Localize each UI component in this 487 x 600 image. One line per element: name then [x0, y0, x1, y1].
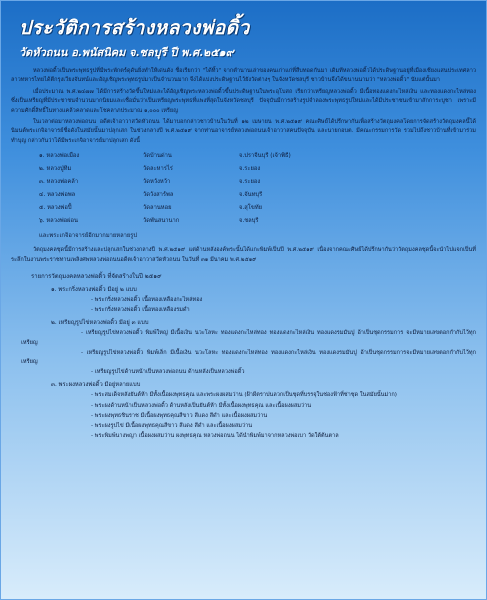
monk-temple: วัดบ้านด่าน: [143, 153, 172, 160]
monk-province: จ.ปราจีนบุรี (เจ้าพิธี): [239, 153, 291, 160]
intro-paragraph: เมื่อประมาณ พ.ศ.๒๔๗๗ ได้มีการสร้างวัดขึ้นใหม่และได้อัญเชิญพระหลวงพ่อดิ้วขึ้นประดิษฐานในพระอุโบสถ เรียกว่าเหรียญหลวงพ่อดิ้ว มีเนื้อทองแดงกะไหล่เงิน และทองแดงกะไหล่ทอง ซึ่งเป็นเหรียญที่มีประชาชนจำนวนมากนิยมและเชื่อมั่นว่าเป็นเหรียญพระพุทธที่แพงที่สุดในจังหวัดชลบุรี ปัจจุบันมีการสร้างรูปจำลองพระพุทธรูปใหม่และได้มีประชาชนเข้ามาสักการะบูชา เพราะมีความศักดิ์สิทธิ์ในทางแคล้วคลาดและโชคลาภประมาณ ๑,๐๐๐ เหรียญ: [11, 88, 476, 114]
monk-temple: วัดลานหอย: [143, 205, 172, 212]
monk-temple: วัดพันสนานาก: [143, 218, 180, 225]
intro-paragraph: ในเวลาต่อมาหลวงพ่อถนน อดีตเจ้าอาวาสวัดหัวถนน ได้มาบอกกล่าวชาวบ้านในวันที่ ๑๒ เมษายน พ.ศ.๒๕๑๙ คณะศิษย์ได้ปรึกษากันเพื่อสร้างวัตถุมงคลโดยการจัดสร้างวัตถุมงคลนี้ได้นิมนต์พระเกจิอาจารย์ชื่อดังในสมัยนั้นมาปลุกเสก ในช่วงกลางปี พ.ศ.๒๕๑๙ จากท่านอาจารย์หลวงพ่อถนนเจ้าอาวาสคนปัจจุบัน และนายกอบต. มีคณะกรรมการวัด รวมไปถึงชาวบ้านที่เข้ามาร่วมทำบุญ กล่าวกันว่าได้มีพระเกจิอาจารย์มาปลุกเสก ดังนี้: [11, 119, 476, 144]
intro-paragraph: หลวงพ่อดิ้วเป็นพระพุทธรูปที่มีพระพักตร์ดุดันยิ่งทำให้เด่นดัง ชื่อเรียกว่า "ได้ทิ้ว" จากตำนานเล่าของคนเก่าแก่ที่สืบทอดกันมา เดิมทีหลวงพ่อดิ้วได้ประดิษฐานอยู่ที่เมืองเชียงแสนประเทศลาว ลาวทหารไทยได้ตีกรุงเวียงจันทน์และอัญเชิญพระพุทธรูปมาเป็นจำนวนมาก จึงได้แบ่งประดิษฐานไว้ยังวัดต่างๆ ในจังหวัดชลบุรี ชาวบ้านจึงได้ขนานนามว่า "หลวงพ่อดิ้ว" นับแต่นั้นมา: [11, 68, 476, 84]
monk-row: [39, 176, 363, 189]
monk-list-table: [39, 150, 363, 228]
amulet-variant: - เหรียญรูปไข่ด้านหน้าเป็นหลวงพ่อถนน ด้านหลังเป็นหลวงพ่อดิ้ว: [91, 369, 245, 376]
amulet-category: ๓. พระผงหลวงพ่อดิ้ว มีอยู่หลายแบบ: [51, 382, 141, 389]
amulet-variant: - พระผงรูปไข่ มีเนื้อผงพุทธคุณสีขาว สีแดง สีดำ และเนื้อผงผสมว่าน: [91, 423, 253, 430]
monk-row: [39, 163, 363, 176]
monk-row: [39, 150, 363, 163]
monk-temple: วัดวังสาร์พล: [143, 192, 174, 199]
amulet-variant: - พระกริ่งหลวงพ่อดิ้ว เนื้อทองเหลืองกะไหล่ทอง: [91, 297, 203, 304]
amulet-variant: - พระผงด้านหน้าเป็นหลวงพ่อดิ้ว ด้านหลังเป็นยันต์ห้า มีทั้งเนื้อผงพุทธคุณ และเนื้อผงผสมว่าน: [91, 402, 312, 409]
monk-name: ๑. หลวงพ่อเมือง: [39, 153, 80, 160]
amulet-variant: - เหรียญรูปไข่หลวงพ่อดิ้ว พิมพ์ใหญ่ มีเนื้อเงิน นวะโลหะ ทองแดงกะไหล่ทอง ทองแดงกะไหล่เงิน ทองแดงรมมันปู อ้าเป็นชุดกรรมการ จะมีหมายเลขตอกกำกับไว้ทุกเหรียญ: [21, 330, 476, 346]
amulet-variant: - เหรียญรูปไข่หลวงพ่อดิ้ว พิมพ์เล็ก มีเนื้อเงิน นวะโลหะ ทองแดงกะไหล่ทอง ทองแดงกะไหล่เงิน ทองแดงรมมันปู อ้าเป็นชุดกรรมการจะมีหมายเลขตอกกำกับไว้ทุกเหรียญ: [21, 349, 476, 366]
monk-name: ๕. หลวงพ่อปี้: [39, 205, 72, 212]
amulet-category: ๒. เหรียญรูปไข่หลวงพ่อดิ้ว มีอยู่ ๓ แบบ: [51, 320, 149, 327]
monk-province: จ.สุโขทัย: [239, 205, 263, 212]
amulet-variant: - พระสมเด็จหลังยันต์ห้า มีทั้งเนื้อผงพุทธคุณ และพระผงผสมว่าน (ฝ้าผีตราปนลวกเป็นชุดที่บรรจุในช่องฟ้าที่ช่าชุด ในสมัยนั้นม่าก): [91, 392, 397, 399]
monk-name: ๖. หลวงพ่อผ่อน: [39, 218, 78, 225]
monk-temple: วัดหวังหว้า: [143, 179, 171, 186]
monk-name: ๒. หลวงปู่ทิม: [39, 166, 72, 173]
monk-temple: วัดละหารไร่: [143, 166, 173, 173]
amulet-list-heading: รายการวัตถุมงคลหลวงพ่อดิ้ว ที่จัดสร้างในปี ๒๕๑๙: [31, 273, 162, 281]
monk-province: จ.ระยอง: [239, 166, 261, 173]
amulet-variant: - พระกริ่งหลวงพ่อดิ้ว เนื้อทองเหลืองรมดำ: [91, 307, 190, 314]
monk-row: [39, 202, 363, 215]
monk-province: จ.ชลบุรี: [239, 218, 259, 225]
amulet-variant: - พระผงพุทธชินราช มีเนื้อผงพุทธคุณสีขาว สีแดง สีดำ และเนื้อผงผสมว่าน: [91, 412, 268, 419]
monk-row: [39, 215, 363, 228]
monk-row: [39, 189, 363, 202]
amulet-variant: - พระพิมพ์นางพญา เนื้อผงผสมว่าน ผงพุทธคุณ หลวงพ่อถนน ได้นำพิมพ์มาจากหลวงพ่อเบา วัดใต้ต้นตาล: [91, 433, 339, 440]
monk-list-note: และพระเกจิอาจารย์อีกมากมายหลายรูป: [39, 233, 138, 240]
monk-name: ๓. หลวงพ่อคล้า: [39, 179, 79, 186]
history-paragraph: วัตถุมงคลชุดนี้มีการสร้างและปลุกเสกในช่วงกลางปี พ.ศ.๒๕๑๙ แต่ด้านหลังองค์พระนั้นได้แกะพิมพ์เป็นปี พ.ศ.๒๕๑๙ เนื่องจากคณะศิษย์ได้ปรึกษากันว่าวัตถุมงคลชุดนี้จะนำไปแจกเป็นที่ระลึกในงานพระราชทานเพลิงศพหลวงพ่อถนนอดีตเจ้าอาวาสวัดหัวถนน ในวันที่ ๓๑ มีนาคม พ.ศ.๒๕๑๙: [11, 247, 476, 263]
amulet-category: ๑. พระกริ่งหลวงพ่อดิ้ว มีอยู่ ๒ แบบ: [51, 287, 137, 294]
monk-name: ๔. หลวงพ่อพล: [39, 192, 76, 199]
page-subtitle: วัดหัวถนน อ.พนัสนิคม จ.ชลบุรี ปี พ.ศ.๒๕๑๙: [19, 46, 234, 59]
monk-province: จ.จันทบุรี: [239, 192, 263, 199]
monk-province: จ.ระยอง: [239, 179, 261, 186]
page-title: ประวัติการสร้างหลวงพ่อดิ้ว: [19, 17, 250, 39]
